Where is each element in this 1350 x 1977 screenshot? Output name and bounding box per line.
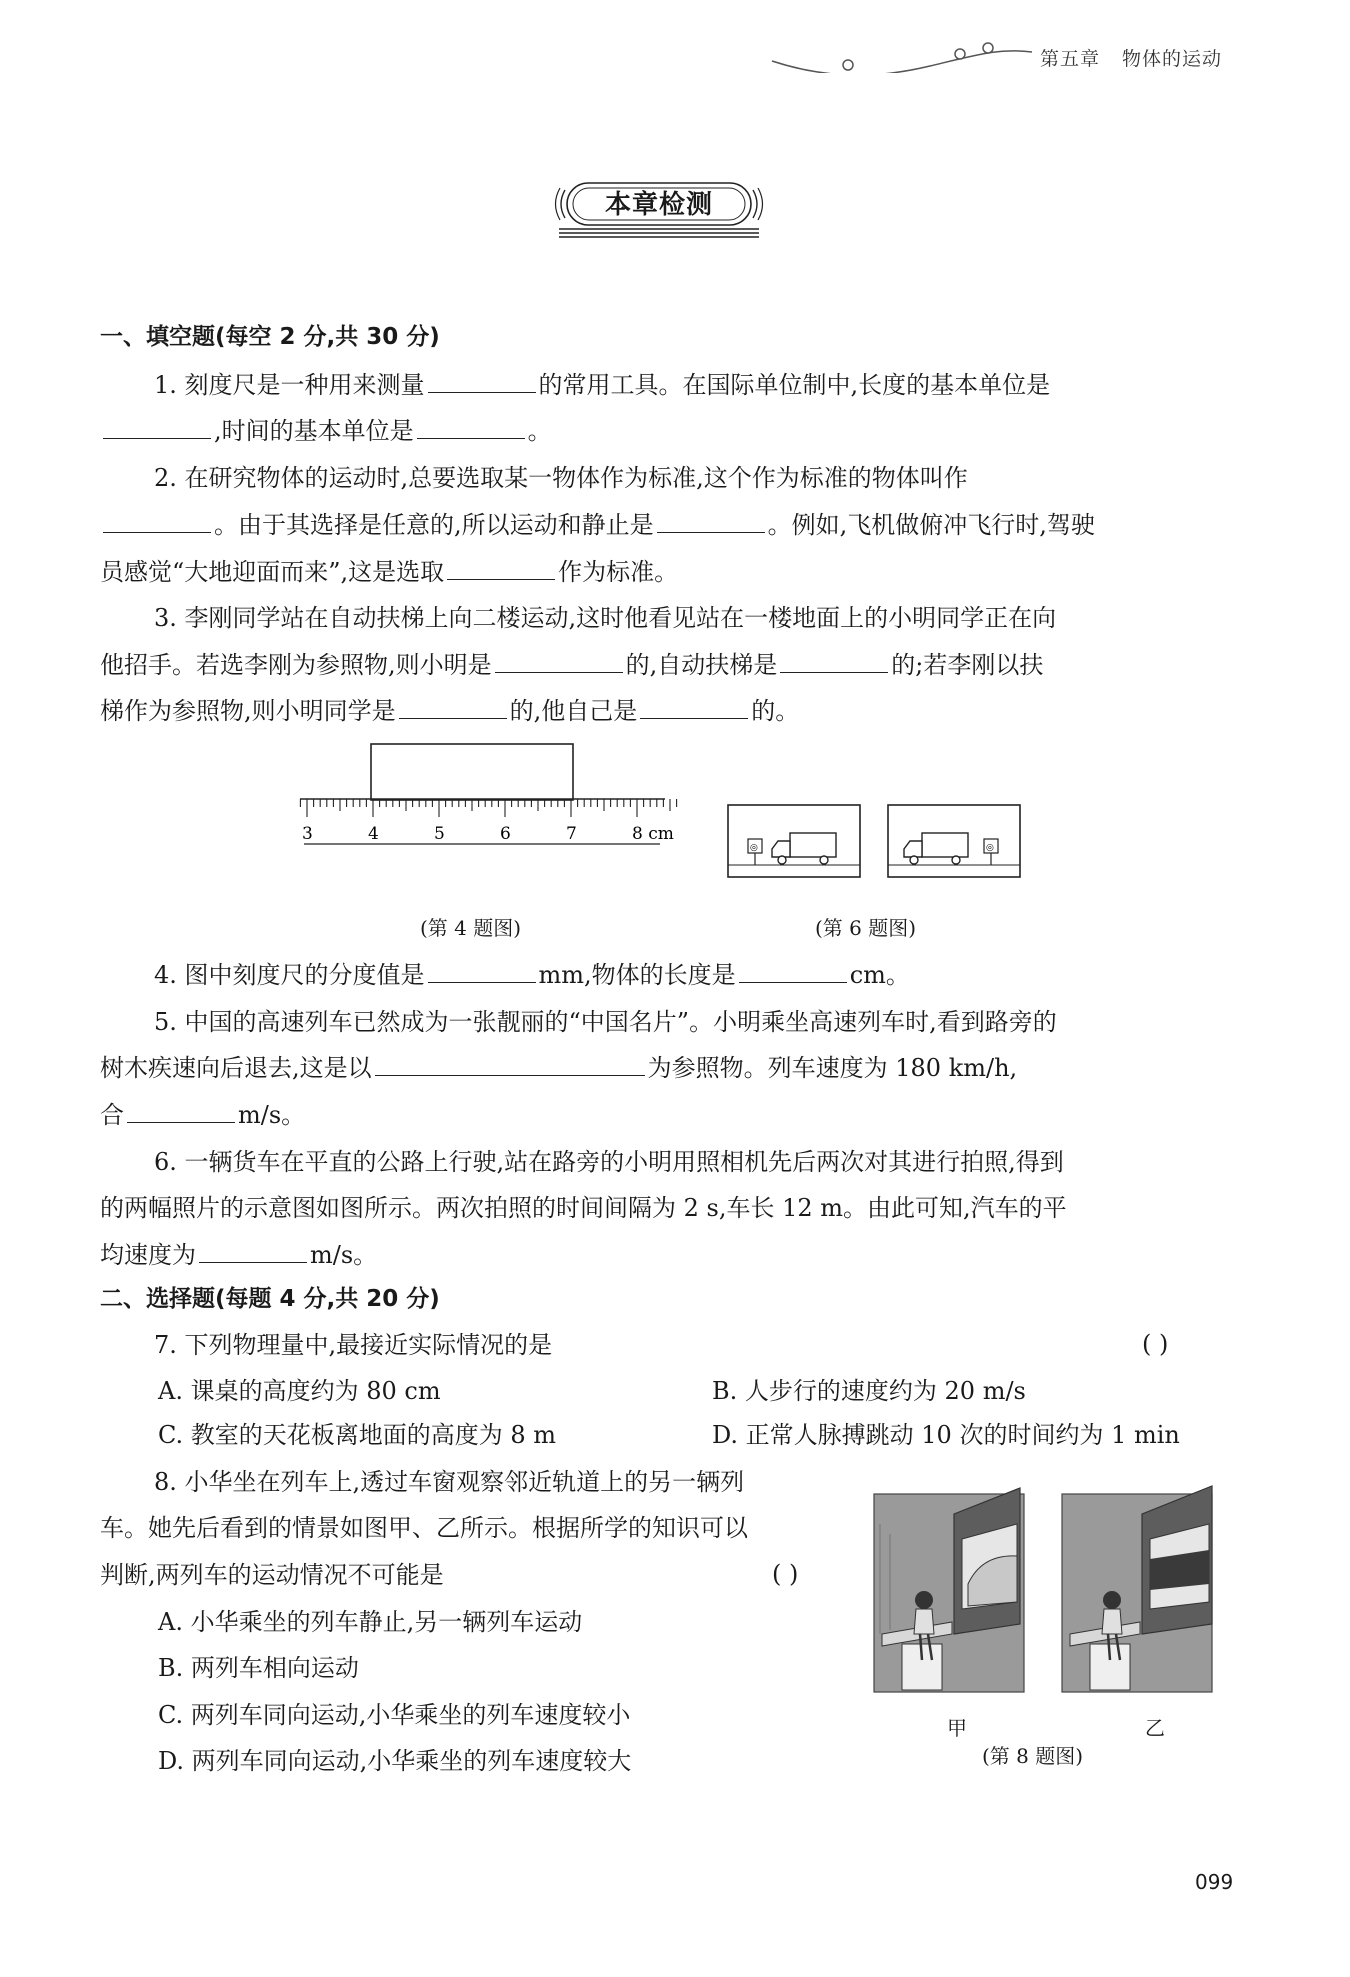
svg-text:◎: ◎ xyxy=(986,843,994,853)
ruler-label: 5 xyxy=(434,824,445,844)
q7-option-d[interactable]: D. 正常人脉搏跳动 10 次的时间约为 1 min xyxy=(712,1421,1180,1449)
q8-option-a[interactable]: A. 小华乘坐的列车静止,另一辆列车运动 xyxy=(158,1608,583,1636)
q8-answer-parens[interactable]: ( ) xyxy=(772,1560,799,1588)
q2-line-1: 2. 在研究物体的运动时,总要选取某一物体作为标准,这个作为标准的物体叫作 xyxy=(154,464,968,492)
q8-option-d[interactable]: D. 两列车同向运动,小华乘坐的列车速度较大 xyxy=(158,1747,632,1775)
q8-option-b[interactable]: B. 两列车相向运动 xyxy=(158,1654,359,1682)
page-number: 099 xyxy=(1195,1870,1234,1894)
q1-blank-2[interactable] xyxy=(103,416,211,439)
q1-line-1: 1. 刻度尺是一种用来测量 的常用工具。在国际单位制中,长度的基本单位是 xyxy=(154,371,1051,399)
svg-text:◎: ◎ xyxy=(750,843,758,853)
q2-line-2: 。由于其选择是任意的,所以运动和静止是 。例如,飞机做俯冲飞行时,驾驶 xyxy=(100,510,1095,540)
ruler-label: 7 xyxy=(566,824,577,844)
fig8-label-left: 甲 xyxy=(947,1716,967,1740)
q8-train-figure xyxy=(872,1484,1222,1704)
q4-line: 4. 图中刻度尺的分度值是 mm,物体的长度是 cm。 xyxy=(154,961,910,989)
truck-photo-2 xyxy=(888,805,1020,877)
q4-ruler-figure xyxy=(290,740,680,850)
q6-blank-1[interactable] xyxy=(199,1240,307,1263)
q3-line-3: 梯作为参照物,则小明同学是 的,他自己是 的。 xyxy=(100,697,800,725)
truck-photo-1 xyxy=(728,805,860,877)
q6-line-3: 均速度为 m/s。 xyxy=(100,1241,378,1269)
q6-truck-photos xyxy=(726,803,1026,883)
q7-answer-parens[interactable]: ( ) xyxy=(1142,1330,1169,1358)
section-2-title: 二、选择题(每题 4 分,共 20 分) xyxy=(100,1286,440,1312)
q2-blank-2[interactable] xyxy=(657,510,765,533)
ruler-label: 8 cm xyxy=(632,824,674,844)
fig4-caption: (第 4 题图) xyxy=(420,916,522,940)
q5-line-1: 5. 中国的高速列车已然成为一张靓丽的“中国名片”。小明乘坐高速列车时,看到路旁的 xyxy=(154,1008,1057,1036)
q8-option-c[interactable]: C. 两列车同向运动,小华乘坐的列车速度较小 xyxy=(158,1701,631,1729)
q1-blank-1[interactable] xyxy=(428,370,536,393)
scene-left xyxy=(874,1488,1024,1692)
q3-line-2: 他招手。若选李刚为参照物,则小明是 的,自动扶梯是 的;若李刚以扶 xyxy=(100,651,1044,679)
q8-line-2: 车。她先后看到的情景如图甲、乙所示。根据所学的知识可以 xyxy=(100,1514,748,1542)
q4-blank-2[interactable] xyxy=(739,960,847,983)
girl-icon xyxy=(1103,1591,1121,1609)
q5-blank-1[interactable] xyxy=(375,1053,645,1076)
q3-line-1: 3. 李刚同学站在自动扶梯上向二楼运动,这时他看见站在一楼地面上的小明同学正在向 xyxy=(154,604,1057,632)
ruler-labels xyxy=(302,824,674,844)
fig8-label-right: 乙 xyxy=(1145,1716,1165,1740)
q3-blank-3[interactable] xyxy=(399,696,507,719)
q1-blank-3[interactable] xyxy=(417,416,525,439)
q2-line-3: 员感觉“大地迎面而来”,这是选取 作为标准。 xyxy=(100,558,679,586)
q2-blank-1[interactable] xyxy=(103,510,211,533)
fig8-caption: (第 8 题图) xyxy=(982,1744,1084,1768)
q7-stem: 7. 下列物理量中,最接近实际情况的是 xyxy=(154,1331,553,1359)
ruler-label: 3 xyxy=(302,824,313,844)
banner-title: 本章检测 xyxy=(604,190,713,220)
ruler-label: 6 xyxy=(500,824,511,844)
q7-option-b[interactable]: B. 人步行的速度约为 20 m/s xyxy=(712,1377,1026,1405)
header-decoration xyxy=(770,28,1035,73)
running-header xyxy=(1040,44,1222,71)
q3-blank-4[interactable] xyxy=(640,696,748,719)
q3-blank-2[interactable] xyxy=(780,650,888,673)
measured-block xyxy=(371,744,573,800)
ruler-ticks xyxy=(300,799,676,817)
q5-line-2: 树木疾速向后退去,这是以 为参照物。列车速度为 180 km/h, xyxy=(100,1054,1018,1082)
q5-line-3: 合 m/s。 xyxy=(100,1101,306,1129)
q4-blank-1[interactable] xyxy=(428,960,536,983)
q8-line-3: 判断,两列车的运动情况不可能是 xyxy=(100,1561,444,1589)
q1-line-2: ,时间的基本单位是 。 xyxy=(100,416,552,446)
ruler-label: 4 xyxy=(368,824,379,844)
q6-line-1: 6. 一辆货车在平直的公路上行驶,站在路旁的小明用照相机先后两次对其进行拍照,得到 xyxy=(154,1148,1064,1176)
q7-option-a[interactable]: A. 课桌的高度约为 80 cm xyxy=(158,1377,441,1405)
q6-line-2: 的两幅照片的示意图如图所示。两次拍照的时间间隔为 2 s,车长 12 m。由此可知,汽车的平 xyxy=(100,1194,1067,1222)
section-1-title: 一、填空题(每空 2 分,共 30 分) xyxy=(100,324,440,350)
girl-icon xyxy=(915,1591,933,1609)
q3-blank-1[interactable] xyxy=(495,650,623,673)
fig6-caption: (第 6 题图) xyxy=(815,916,917,940)
q8-line-1: 8. 小华坐在列车上,透过车窗观察邻近轨道上的另一辆列 xyxy=(154,1468,745,1496)
q2-blank-3[interactable] xyxy=(447,557,555,580)
q5-blank-2[interactable] xyxy=(127,1100,235,1123)
q7-option-c[interactable]: C. 教室的天花板离地面的高度为 8 m xyxy=(158,1421,557,1449)
chapter-title: 物体的运动 xyxy=(1122,48,1223,70)
chapter-number: 第五章 xyxy=(1040,48,1101,70)
scene-right xyxy=(1062,1486,1212,1692)
